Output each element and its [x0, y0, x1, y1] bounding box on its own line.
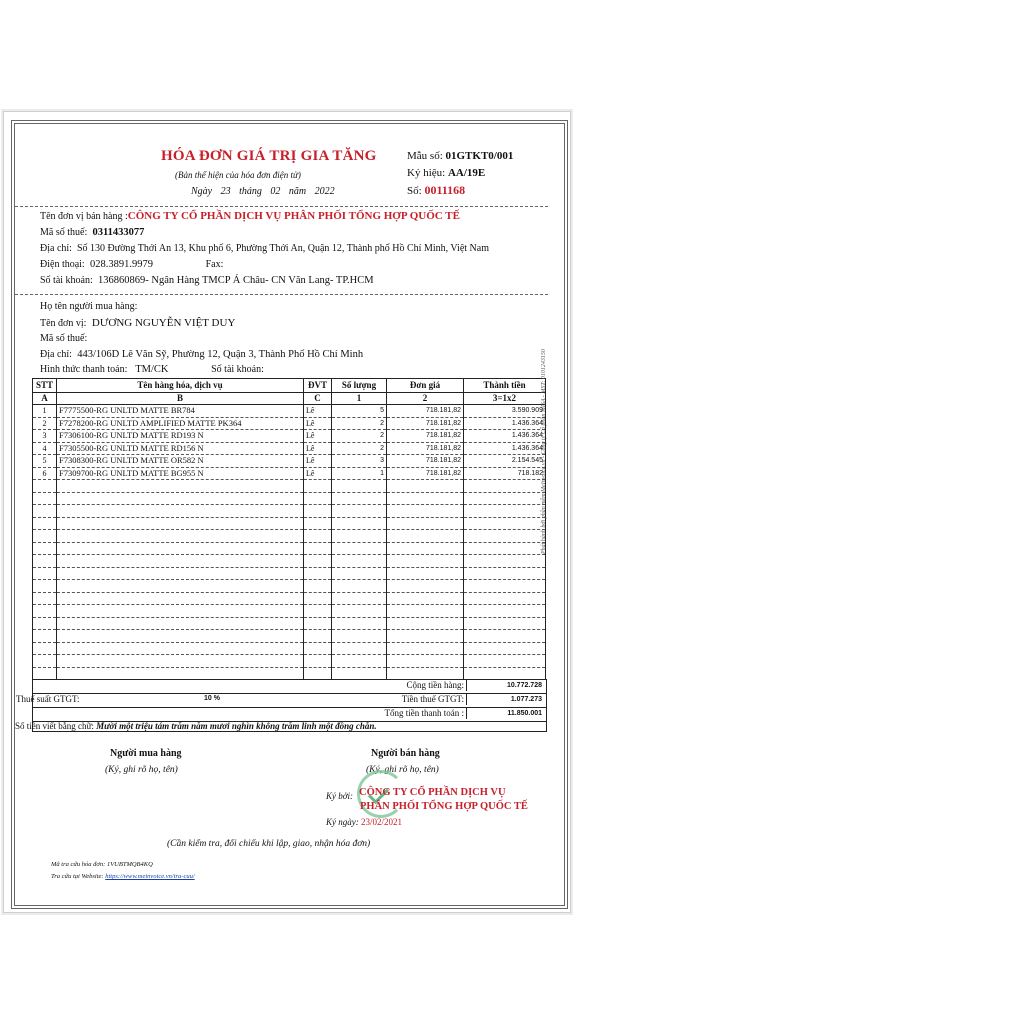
date-day: 23	[220, 186, 231, 197]
buyer-tax-label: Mã số thuế:	[40, 333, 88, 344]
buyer-payment-row	[40, 364, 264, 375]
table-row-empty	[33, 592, 546, 605]
words-value: Mười một triệu tám trăm năm mươi nghìn không trăm linh một đồng chẵn.	[96, 721, 377, 731]
qty-cell	[332, 642, 387, 655]
serial-value: AA/19E	[447, 167, 486, 179]
name-cell: F7278200-RG UNLTD AMPLIFIED MATTE PK364	[57, 417, 304, 430]
table-row	[33, 455, 546, 468]
stt-cell	[33, 580, 57, 593]
amount-cell	[464, 505, 546, 518]
buyer-person-row	[40, 301, 137, 312]
stt-cell	[33, 530, 57, 543]
table-row-empty	[33, 617, 546, 630]
buyer-account-label: Số tài khoản:	[211, 364, 264, 375]
name-cell	[57, 530, 304, 543]
lookup-row	[51, 861, 153, 868]
stt-cell: 1	[33, 405, 57, 418]
qty-cell	[332, 480, 387, 493]
seller-tax-row	[40, 227, 144, 238]
buyer-unit-row	[40, 317, 235, 329]
amount-cell: 2.154.545	[464, 455, 546, 468]
stt-cell: 6	[33, 467, 57, 480]
vat-label: Tiền thuế GTGT:	[401, 694, 464, 704]
buyer-sign-title: Người mua hàng	[110, 748, 182, 759]
amount-cell	[464, 530, 546, 543]
price-cell	[387, 567, 464, 580]
buyer-unit-label: Tên đơn vị:	[40, 318, 87, 329]
name-cell	[57, 617, 304, 630]
price-cell	[387, 655, 464, 668]
price-cell	[387, 505, 464, 518]
unit-cell	[304, 580, 332, 593]
letter-c: C	[304, 393, 332, 405]
unit-cell	[304, 505, 332, 518]
seller-name-label: Tên đơn vị bán hàng :	[40, 211, 128, 222]
name-cell	[57, 567, 304, 580]
letter-a: A	[33, 393, 57, 405]
seller-address: Số 130 Đường Thới An 13, Khu phố 6, Phường Thới An, Quận 12, Thành phố Hồ Chí Minh, Việt Nam	[76, 243, 489, 254]
header-amount: Thành tiền	[464, 379, 546, 393]
table-row-empty	[33, 542, 546, 555]
qty-cell	[332, 492, 387, 505]
price-cell	[387, 605, 464, 618]
name-cell	[57, 592, 304, 605]
amount-cell	[464, 567, 546, 580]
name-cell	[57, 480, 304, 493]
table-header-row	[33, 379, 546, 393]
lookup-label: Mã tra cứu hóa đơn:	[51, 861, 106, 868]
table-row	[33, 430, 546, 443]
unit-cell	[304, 605, 332, 618]
letter-2: 2	[387, 393, 464, 405]
table-row-empty	[33, 630, 546, 643]
date-year-label: năm	[288, 186, 307, 197]
amount-cell	[464, 517, 546, 530]
table-row	[33, 405, 546, 418]
qty-cell	[332, 617, 387, 630]
qty-cell: 2	[332, 417, 387, 430]
number-label: Số:	[407, 185, 422, 197]
seller-fax-label: Fax:	[205, 259, 224, 270]
qty-cell	[332, 567, 387, 580]
form-number	[407, 150, 513, 162]
stt-cell	[33, 567, 57, 580]
stt-cell	[33, 642, 57, 655]
qty-cell	[332, 542, 387, 555]
software-side-note: Phát hành bởi phần mềm MeInvoice.vn - Công ty Cổ phần MISA - MST: 0101243150	[541, 349, 547, 554]
seller-account-label: Số tài khoản:	[40, 275, 93, 286]
qty-cell	[332, 580, 387, 593]
form-value: 01GTKT0/001	[445, 150, 514, 162]
unit-cell	[304, 517, 332, 530]
price-cell	[387, 492, 464, 505]
unit-cell	[304, 555, 332, 568]
form-label: Mẫu số:	[407, 150, 443, 162]
name-cell	[57, 517, 304, 530]
site-row	[51, 873, 195, 880]
unit-cell: Lê	[304, 442, 332, 455]
seller-account: 136860869- Ngân Hàng TMCP Á Châu- CN Văn Lang- TP.HCM	[98, 275, 374, 286]
name-cell	[57, 642, 304, 655]
header-price: Đơn giá	[387, 379, 464, 393]
name-cell	[57, 505, 304, 518]
price-cell: 718.181,82	[387, 455, 464, 468]
items-table	[32, 378, 546, 680]
seller-address-row	[40, 243, 489, 254]
amount-cell	[464, 580, 546, 593]
seller-phone-label: Điện thoại:	[40, 259, 85, 270]
table-row-empty	[33, 567, 546, 580]
stt-cell	[33, 555, 57, 568]
amount-cell	[464, 655, 546, 668]
amount-cell: 718.182	[464, 467, 546, 480]
table-row-empty	[33, 555, 546, 568]
price-cell	[387, 630, 464, 643]
header-name: Tên hàng hóa, dịch vụ	[57, 379, 304, 393]
letter-b: B	[57, 393, 304, 405]
table-row	[33, 442, 546, 455]
buyer-unit: DƯƠNG NGUYỄN VIỆT DUY	[91, 317, 236, 329]
table-row-empty	[33, 667, 546, 680]
qty-cell: 3	[332, 455, 387, 468]
buyer-person-label: Họ tên người mua hàng:	[40, 301, 138, 312]
lookup-code: 1VUBTMQB4KQ	[106, 861, 153, 868]
qty-cell	[332, 655, 387, 668]
qty-cell: 5	[332, 405, 387, 418]
table-row-empty	[33, 655, 546, 668]
qty-cell	[332, 517, 387, 530]
header-unit: ĐVT	[304, 379, 332, 393]
subtotal-row	[33, 679, 546, 694]
amount-cell	[464, 667, 546, 680]
qty-cell	[332, 667, 387, 680]
table-letters-row	[33, 393, 546, 405]
price-cell: 718.181,82	[387, 467, 464, 480]
unit-cell: Lê	[304, 467, 332, 480]
seller-phone-row	[40, 259, 223, 270]
stt-cell	[33, 667, 57, 680]
stt-cell	[33, 630, 57, 643]
seller-name-row	[40, 210, 460, 222]
seller-tax: 0311433077	[92, 227, 145, 238]
qty-cell	[332, 592, 387, 605]
price-cell	[387, 542, 464, 555]
name-cell	[57, 542, 304, 555]
stt-cell	[33, 617, 57, 630]
sign-date-label: Ký ngày:	[326, 817, 359, 827]
site-label: Tra cứu tại Website:	[51, 873, 104, 880]
table-row	[33, 467, 546, 480]
table-row	[33, 417, 546, 430]
name-cell	[57, 492, 304, 505]
stt-cell	[33, 505, 57, 518]
seller-phone: 028.3891.9979	[89, 259, 153, 270]
buyer-sign-note: (Ký, ghi rõ họ, tên)	[105, 765, 178, 775]
invoice-number	[407, 183, 465, 198]
vat-rate-label: Thuế suất GTGT:	[16, 694, 80, 704]
qty-cell: 2	[332, 430, 387, 443]
total-label: Tổng tiền thanh toán :	[384, 708, 464, 718]
seller-sign-note: (Ký, ghi rõ họ, tên)	[366, 765, 439, 775]
amount-cell	[464, 642, 546, 655]
letter-3: 3=1x2	[464, 393, 546, 405]
qty-cell	[332, 530, 387, 543]
amount-cell	[464, 480, 546, 493]
payment-label: Hình thức thanh toán:	[40, 364, 128, 375]
stt-cell	[33, 605, 57, 618]
unit-cell	[304, 592, 332, 605]
amount-in-words	[15, 721, 377, 731]
unit-cell	[304, 542, 332, 555]
date-month-label: tháng	[239, 186, 262, 197]
amount-cell	[464, 605, 546, 618]
table-row-empty	[33, 580, 546, 593]
name-cell	[57, 580, 304, 593]
serial-label: Ký hiệu:	[407, 167, 446, 179]
words-label: Số tiền viết bằng chữ:	[15, 721, 94, 731]
qty-cell	[332, 630, 387, 643]
vat-value: 1.077.273	[466, 693, 544, 705]
site-link[interactable]: https://www.meinvoice.vn/tra-cuu/	[105, 873, 195, 880]
stt-cell: 4	[33, 442, 57, 455]
total-row	[33, 707, 546, 722]
table-row-empty	[33, 530, 546, 543]
date-month: 02	[270, 186, 281, 197]
seller-name: CÔNG TY CỔ PHẦN DỊCH VỤ PHÂN PHỐI TỔNG HỢP QUỐC TẾ	[127, 210, 460, 222]
subtotal-value: 10.772.728	[466, 679, 544, 691]
unit-cell	[304, 617, 332, 630]
divider	[15, 294, 548, 295]
name-cell: F7305500-RG UNLTD MATTE RD156 N	[57, 442, 304, 455]
price-cell: 718.181,82	[387, 442, 464, 455]
price-cell	[387, 480, 464, 493]
unit-cell	[304, 530, 332, 543]
divider	[15, 206, 548, 207]
name-cell	[57, 630, 304, 643]
unit-cell: Lê	[304, 417, 332, 430]
stt-cell	[33, 655, 57, 668]
unit-cell	[304, 567, 332, 580]
price-cell	[387, 517, 464, 530]
invoice-subtitle: (Bản thể hiện của hóa đơn điện tử)	[175, 170, 301, 180]
serial-number	[407, 167, 485, 179]
amount-cell	[464, 542, 546, 555]
price-cell	[387, 592, 464, 605]
buyer-address-row	[40, 349, 363, 360]
table-row-empty	[33, 605, 546, 618]
amount-cell	[464, 630, 546, 643]
qty-cell	[332, 505, 387, 518]
qty-cell: 1	[332, 467, 387, 480]
payment-value: TM/CK	[135, 364, 169, 375]
sign-date-row	[326, 817, 402, 827]
unit-cell: Lê	[304, 405, 332, 418]
unit-cell	[304, 655, 332, 668]
seller-address-label: Địa chỉ:	[40, 243, 72, 254]
sign-date-value: 23/02/2021	[361, 817, 403, 827]
amount-cell	[464, 617, 546, 630]
header-qty: Số lượng	[332, 379, 387, 393]
price-cell	[387, 617, 464, 630]
invoice-frame	[11, 120, 568, 909]
invoice-date	[191, 186, 341, 197]
seller-tax-label: Mã số thuế:	[40, 227, 88, 238]
letter-1: 1	[332, 393, 387, 405]
price-cell	[387, 667, 464, 680]
signed-by-line-1: CÔNG TY CỔ PHẦN DỊCH VỤ	[359, 787, 506, 798]
unit-cell	[304, 630, 332, 643]
stt-cell: 2	[33, 417, 57, 430]
seller-sign-title: Người bán hàng	[371, 748, 440, 759]
price-cell	[387, 580, 464, 593]
price-cell: 718.181,82	[387, 417, 464, 430]
header-stt: STT	[33, 379, 57, 393]
stt-cell	[33, 592, 57, 605]
amount-cell: 1.436.364	[464, 430, 546, 443]
unit-cell	[304, 667, 332, 680]
buyer-address-label: Địa chỉ:	[40, 349, 72, 360]
amount-cell: 1.436.364	[464, 442, 546, 455]
stt-cell: 5	[33, 455, 57, 468]
name-cell	[57, 605, 304, 618]
amount-cell	[464, 555, 546, 568]
price-cell	[387, 555, 464, 568]
buyer-tax-row	[40, 333, 87, 344]
stt-cell: 3	[33, 430, 57, 443]
unit-cell: Lê	[304, 455, 332, 468]
name-cell: F7308300-RG UNLTD MATTE OR582 N	[57, 455, 304, 468]
seller-account-row	[40, 275, 374, 286]
date-year: 2022	[314, 186, 335, 197]
check-note: (Cần kiểm tra, đối chiếu khi lập, giao, nhận hóa đơn)	[167, 839, 371, 849]
price-cell	[387, 530, 464, 543]
signed-by-label: Ký bởi:	[326, 791, 354, 801]
unit-cell	[304, 642, 332, 655]
qty-cell	[332, 555, 387, 568]
table-row-empty	[33, 505, 546, 518]
subtotal-label: Cộng tiền hàng:	[406, 680, 464, 690]
price-cell	[387, 642, 464, 655]
unit-cell: Lê	[304, 430, 332, 443]
unit-cell	[304, 492, 332, 505]
name-cell: F7309700-RG UNLTD MATTE BG955 N	[57, 467, 304, 480]
stt-cell	[33, 480, 57, 493]
name-cell	[57, 667, 304, 680]
price-cell: 718.181,82	[387, 430, 464, 443]
amount-cell	[464, 492, 546, 505]
qty-cell: 2	[332, 442, 387, 455]
amount-cell: 1.436.364	[464, 417, 546, 430]
name-cell: F7306100-RG UNLTD MATTE RD193 N	[57, 430, 304, 443]
number-value: 0011168	[424, 183, 466, 197]
name-cell	[57, 555, 304, 568]
total-value: 11.850.001	[466, 707, 544, 719]
unit-cell	[304, 480, 332, 493]
table-row-empty	[33, 480, 546, 493]
amount-cell: 3.590.909	[464, 405, 546, 418]
table-row-empty	[33, 492, 546, 505]
amount-cell	[464, 592, 546, 605]
table-row-empty	[33, 517, 546, 530]
date-day-label: Ngày	[191, 186, 213, 197]
invoice-sheet	[3, 111, 571, 913]
signed-by-line-2: PHÂN PHỐI TỔNG HỢP QUỐC TẾ	[360, 801, 528, 812]
stt-cell	[33, 492, 57, 505]
invoice-title: HÓA ĐƠN GIÁ TRỊ GIA TĂNG	[161, 148, 377, 164]
vat-rate-value: 10 %	[204, 695, 220, 702]
table-row-empty	[33, 642, 546, 655]
vat-row	[16, 693, 546, 708]
buyer-address: 443/106D Lê Văn Sỹ, Phường 12, Quận 3, Thành Phố Hồ Chí Minh	[77, 349, 364, 360]
stt-cell	[33, 517, 57, 530]
qty-cell	[332, 605, 387, 618]
stt-cell	[33, 542, 57, 555]
name-cell: F7775500-RG UNLTD MATTE BR784	[57, 405, 304, 418]
name-cell	[57, 655, 304, 668]
price-cell: 718.181,82	[387, 405, 464, 418]
